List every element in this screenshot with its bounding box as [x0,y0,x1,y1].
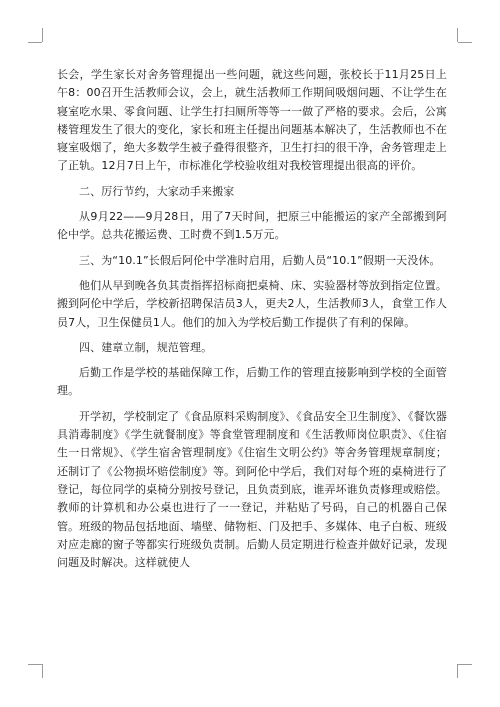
paragraph-continuation: 长会，学生家长对舍务管理提出一些问题，就这些问题，张校长于11月25日上午8：00召开生活教师会议，会上，就生活教师工作期间吸烟问题、不让学生在寝室吃水果、零食问题、让学生打扫厕所等等一一做了严格的要求。会后，公寓楼管理发生了很大的变化，家长和班主任提出问题基本解决了，生活教师也不在寝室吸烟了，绝大多数学生被子叠得很整齐，卫生打扫的很干净，舍务管理走上了正轨。12月7日上午，市标准化学校验收组对我校管理提出很高的评价。 [57,68,447,173]
crop-mark-top-left-v [42,28,43,42]
crop-mark-top-right-v [457,28,458,42]
crop-mark-top-right-h [458,42,472,43]
document-body [57,66,447,572]
crop-mark-bottom-right-h [458,664,472,665]
crop-mark-top-left-h [28,42,42,43]
paragraph-moving: 从9月22——9月28日，用了7天时间，把原三中能搬运的家产全部搬到阿伦中学。总共花搬运费、工时费不到1.5万元。 [57,210,447,242]
crop-mark-bottom-left-v [42,664,43,678]
section-heading-2: 二、厉行节约，大家动手来搬家 [79,184,235,198]
paragraph-logistics: 后勤工作是学校的基础保障工作，后勤工作的管理直接影响到学校的全面管理。 [57,366,447,398]
crop-mark-bottom-right-v [457,664,458,678]
section-heading-3: 三、为“10.1”长假后阿伦中学准时启用，后勤人员“10.1”假期一天没休。 [79,253,441,267]
paragraph-staff: 他们从早到晚各负其责指挥招标商把桌椅、床、实验器材等放到指定位置。搬到阿伦中学后，学校新招聘保洁员3人，更夫2人，生活教师3人，食堂工作人员7人，卫生保健员1人。他们的加入为学校后勤工作提供了有利的保障。 [57,278,447,329]
section-heading-4: 四、建章立制，规范管理。 [79,340,213,354]
crop-mark-bottom-left-h [28,664,42,665]
paragraph-regulations: 开学初，学校制定了《食品原料采购制度》、《食品安全卫生制度》、《餐饮器具消毒制度》《学生就餐制度》等食堂管理制度和《生活教师岗位职责》、《住宿生一日常规》、《学生宿舍管理制度》《住宿生文明公约》等舍务管理规章制度；还制订了《公物损坏赔偿制度》等。到阿伦中学后，我们对每个班的桌椅进行了登记，每位同学的桌椅分别按号登记，且负责到底，谁弄坏谁负责修理或赔偿。教师的计算机和办公桌也进行了一一登记，并粘贴了号码，自己的机器自己保管。班级的物品包括地面、墙壁、储物柜、门及把手、多媒体、电子白板、班级对应走廊的窗子等都实行班级负责制。后勤人员定期进行检查并做好记录，发现问题及时解决。这样就使人 [57,409,447,570]
